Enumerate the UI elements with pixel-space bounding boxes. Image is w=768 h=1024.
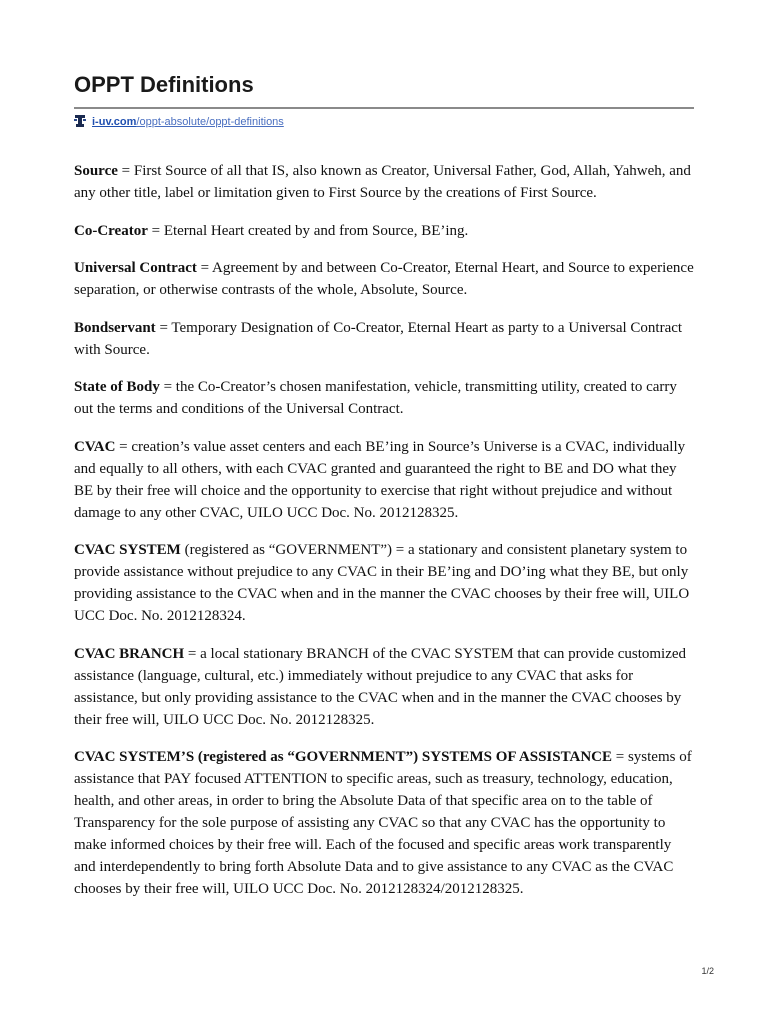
definition-term: State of Body — [74, 379, 160, 395]
definition-paragraph — [74, 220, 696, 242]
page-title: OPPT Definitions — [74, 72, 254, 97]
definition-text: = the Co-Creator’s chosen manifestation, vehicle, transmitting utility, created to carry out the terms and conditions of the Universal Contract. — [74, 379, 677, 417]
definition-paragraph — [74, 436, 696, 524]
definition-term: CVAC SYSTEM — [74, 542, 181, 558]
definitions-list — [74, 160, 696, 916]
definition-term: CVAC BRANCH — [74, 645, 185, 662]
definition-term: Universal Contract — [74, 260, 197, 276]
definition-text: = Eternal Heart created by and from Source, BE’ing. — [147, 222, 469, 239]
definition-paragraph — [74, 376, 696, 420]
definition-text: = a local stationary BRANCH of the CVAC SYSTEM that can provide customized assistance (language, cultural, etc.) immediately without prejudice to any CVAC that asks for assistance, but only providing assistance to the CVAC when and in the manner the CVAC chooses by their free will, UILO UCC Doc. No. 2012128325. — [74, 645, 687, 728]
definition-term: CVAC SYSTEM’S (registered as “GOVERNMENT”) SYSTEMS OF ASSISTANCE — [74, 749, 612, 765]
definition-text: = First Source of all that IS, also known as Creator, Universal Father, God, Allah, Yahweh, and any other title, label or limitation given to First Source by the creations of First Source. — [74, 163, 691, 201]
definition-term: CVAC — [74, 438, 116, 455]
source-domain-link[interactable]: i-uv.com — [92, 116, 137, 128]
definition-text: (registered as “GOVERNMENT”) = a stationary and consistent planetary system to provide assistance without prejudice to any CVAC in their BE’ing and DO’ing what they BE, but only providing assistance to the CVAC when and in the manner the CVAC chooses by their free will, UILO UCC Doc. No. 2012128324. — [74, 542, 690, 624]
definition-text: = systems of assistance that PAY focused ATTENTION to specific areas, such as treasury, technology, education, health, and other areas, in order to bring the Absolute Data of that specific area on to the table of Transparency for the sole purpose of assisting any CVAC so that any CVAC has the opportunity to make informed choices by their free will. Each of the focused and specific areas work transparently and interdependently to bring forth Absolute Data and to give assistance to any CVAC as the CVAC chooses by their free will, UILO UCC Doc. No. 2012128324/2012128325. — [74, 749, 692, 897]
site-favicon-icon — [74, 114, 92, 131]
source-path-link[interactable]: /oppt-absolute/oppt-definitions — [136, 116, 284, 128]
definition-paragraph — [74, 317, 696, 361]
definition-term: Source — [74, 163, 118, 179]
definition-paragraph — [74, 643, 696, 731]
source-link[interactable] — [74, 113, 284, 131]
page-number: 1/2 — [701, 966, 714, 976]
definition-paragraph — [74, 746, 696, 900]
definition-paragraph — [74, 257, 696, 301]
title-divider — [74, 107, 694, 109]
definition-paragraph — [74, 160, 696, 204]
definition-text: = Temporary Designation of Co-Creator, Eternal Heart as party to a Universal Contract with Source. — [74, 319, 683, 358]
definition-term: Co-Creator — [74, 222, 148, 239]
definition-paragraph — [74, 539, 696, 627]
definition-text: = Agreement by and between Co-Creator, Eternal Heart, and Source to experience separation, or otherwise contrasts of the whole, Absolute, Source. — [74, 260, 694, 298]
definition-term: Bondservant — [74, 319, 156, 336]
definition-text: = creation’s value asset centers and each BE’ing in Source’s Universe is a CVAC, individually and equally to all others, with each CVAC granted and guaranteed the right to BE and DO what they BE by their free will choice and the opportunity to exercise that right without prejudice and without damage to any other CVAC, UILO UCC Doc. No. 2012128325. — [74, 438, 686, 521]
